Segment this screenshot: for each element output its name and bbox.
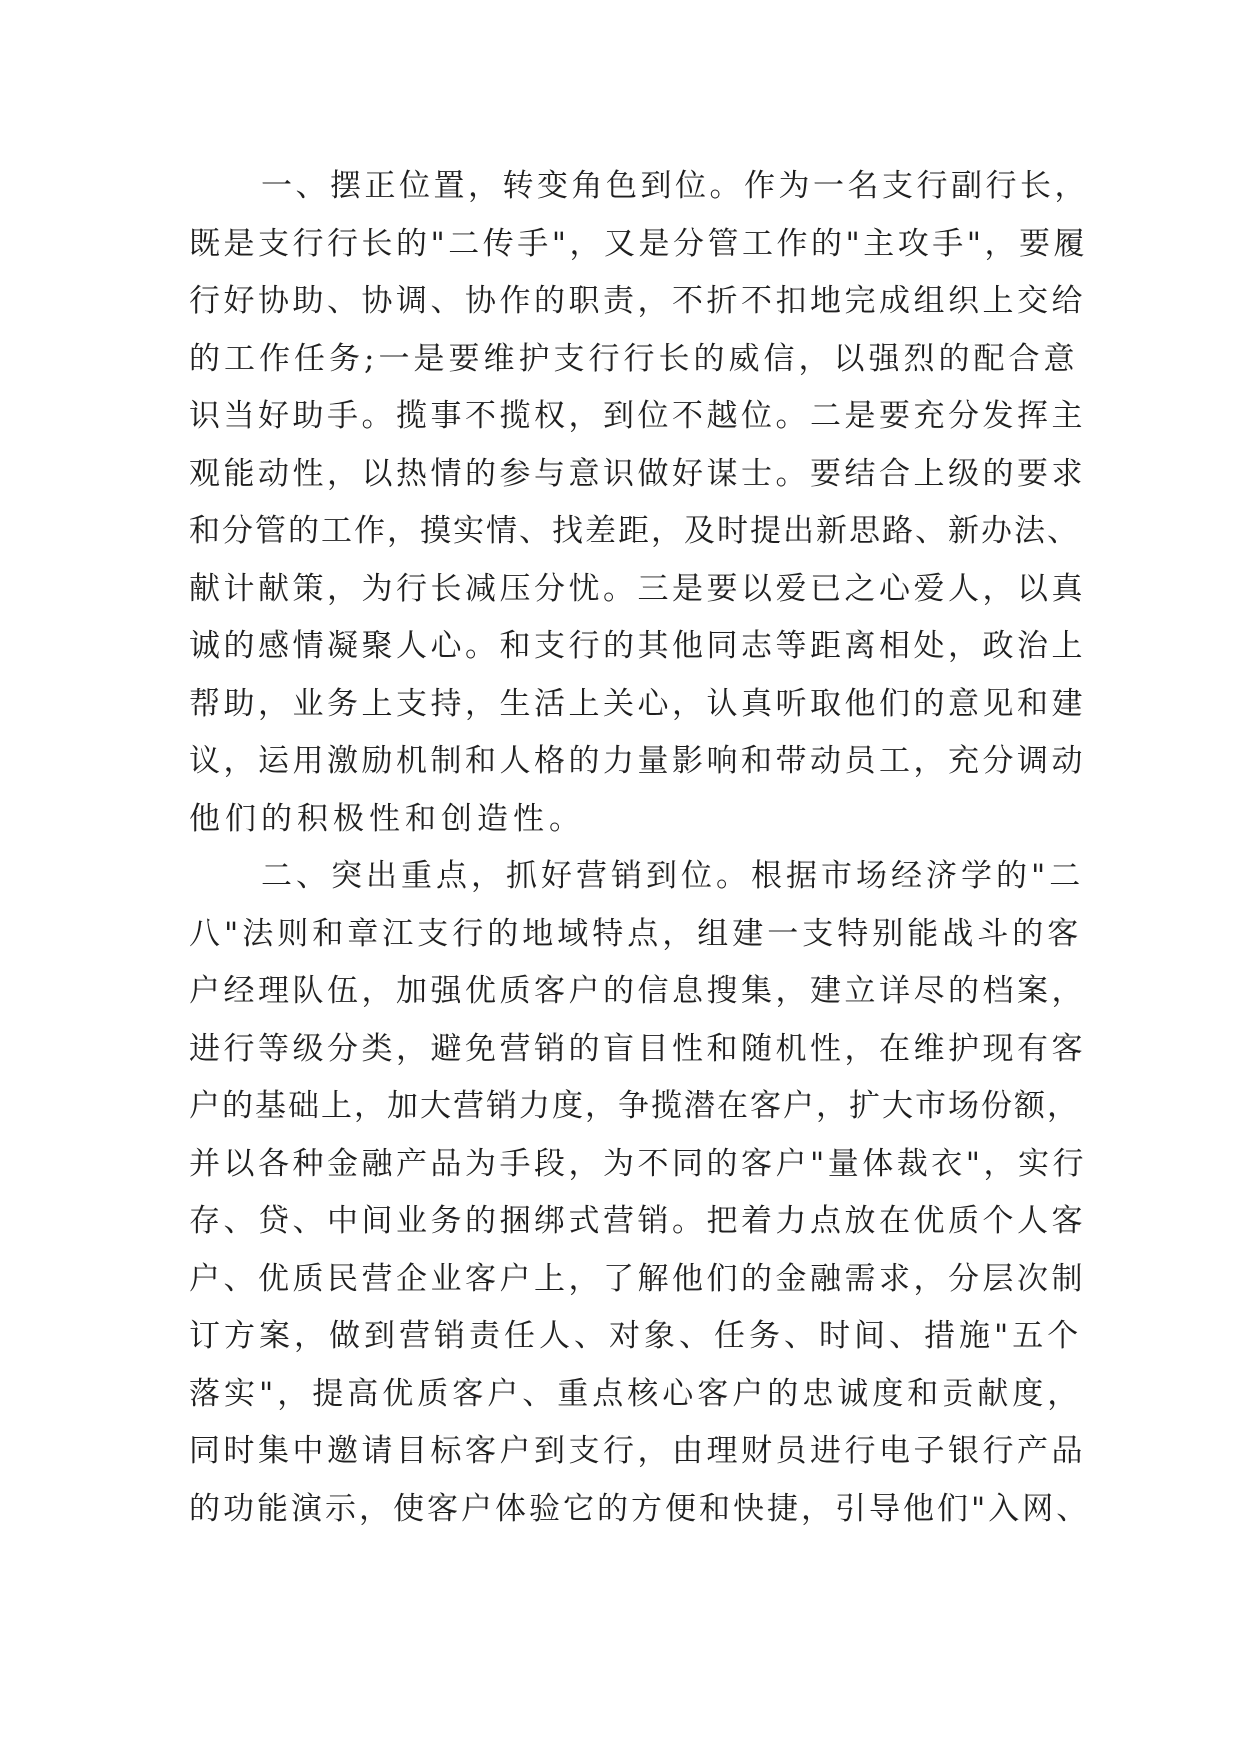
text-line: 八"法则和章江支行的地域特点，组建一支特别能战斗的客 <box>189 915 1083 952</box>
text-line: 二、突出重点，抓好营销到位。根据市场经济学的"二 <box>261 858 1085 894</box>
text-line: 他们的积极性和创造性。 <box>189 800 585 837</box>
text-line: 户经理队伍，加强优质客户的信息搜集，建立详尽的档案， <box>189 973 1086 1009</box>
text-line: 户、优质民营企业客户上，了解他们的金融需求，分层次制 <box>189 1260 1086 1297</box>
text-line: 的功能演示，使客户体验它的方便和快捷，引导他们"入网、 <box>189 1490 1091 1527</box>
text-line: 献计献策，为行长减压分忧。三是要以爱已之心爱人，以真 <box>189 570 1086 607</box>
text-line: 订方案，做到营销责任人、对象、任务、时间、措施"五个 <box>189 1318 1083 1354</box>
text-line: 和分管的工作，摸实情、找差距，及时提出新思路、新办法、 <box>189 513 1080 549</box>
text-line: 进行等级分类，避免营销的盲目性和随机性，在维护现有客 <box>189 1030 1086 1067</box>
text-line: 诚的感情凝聚人心。和支行的其他同志等距离相处，政治上 <box>189 628 1086 664</box>
text-line: 观能动性，以热情的参与意识做好谋士。要结合上级的要求 <box>189 455 1086 492</box>
text-line: 帮助，业务上支持，生活上关心，认真听取他们的意见和建 <box>189 685 1086 722</box>
text-line: 并以各种金融产品为手段，为不同的客户"量体裁衣"，实行 <box>189 1145 1088 1182</box>
text-line: 的工作任务;一是要维护支行行长的威信，以强烈的配合意 <box>189 340 1079 377</box>
text-line: 识当好助手。揽事不揽权，到位不越位。二是要充分发挥主 <box>189 398 1086 434</box>
text-line: 户的基础上，加大营销力度，争揽潜在客户，扩大市场份额， <box>189 1088 1080 1124</box>
text-line: 议，运用激励机制和人格的力量影响和带动员工，充分调动 <box>189 743 1086 779</box>
text-line: 既是支行行长的"二传手"，又是分管工作的"主攻手"，要履 <box>189 225 1089 262</box>
text-line: 一、摆正位置，转变角色到位。作为一名支行副行长， <box>261 168 1089 204</box>
text-line: 落实"，提高优质客户、重点核心客户的忠诚度和贡献度， <box>189 1375 1083 1412</box>
text-line: 存、贷、中间业务的捆绑式营销。把着力点放在优质个人客 <box>189 1203 1086 1239</box>
document-body <box>189 158 1089 1538</box>
text-line: 行好协助、协调、协作的职责，不折不扣地完成组织上交给 <box>189 283 1086 319</box>
text-line: 同时集中邀请目标客户到支行，由理财员进行电子银行产品 <box>189 1433 1086 1469</box>
